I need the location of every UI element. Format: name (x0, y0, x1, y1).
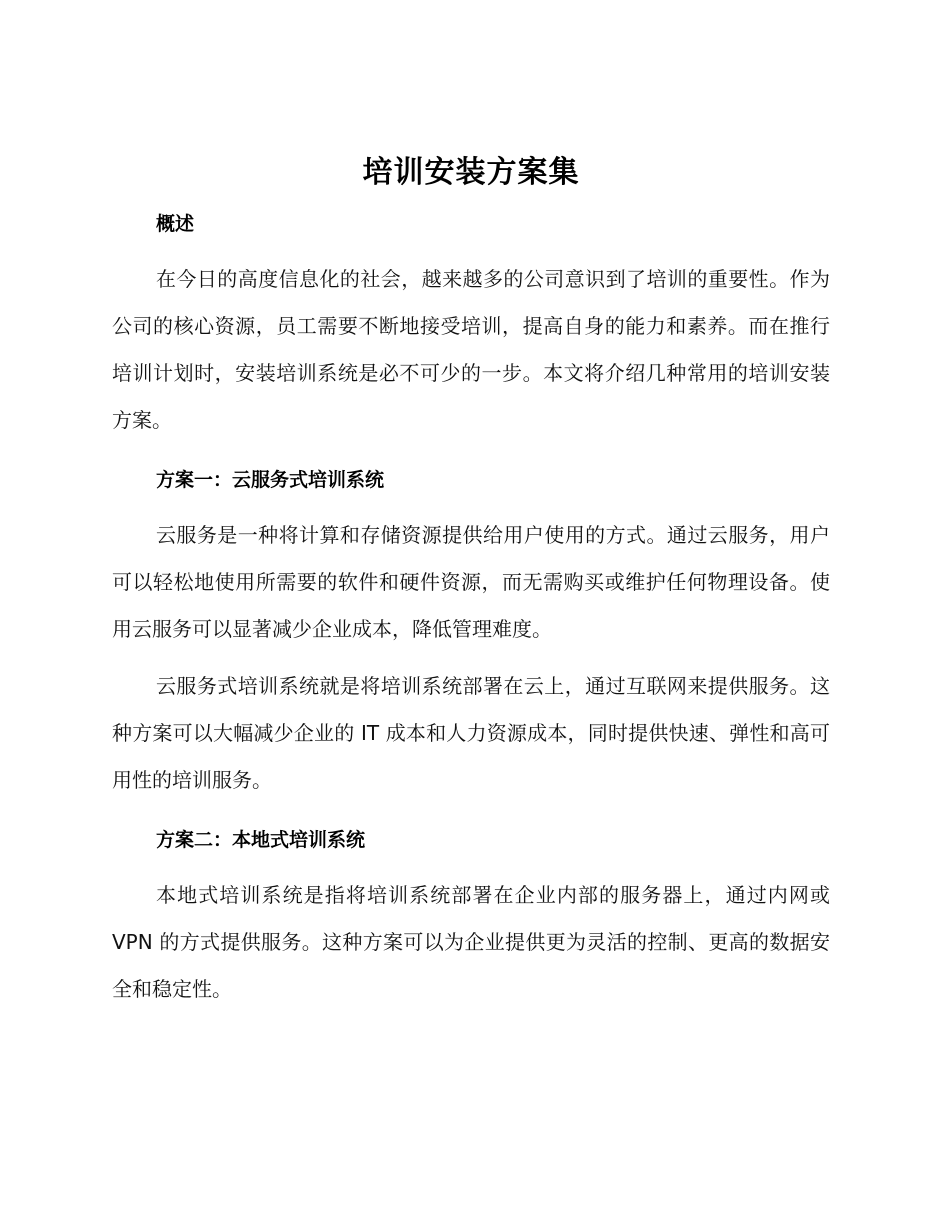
paragraph-cloud-training-system: 云服务式培训系统就是将培训系统部署在云上，通过互联网来提供服务。这种方案可以大幅减少企业的 IT 成本和人力资源成本，同时提供快速、弹性和高可用性的培训服务。 (112, 674, 830, 792)
section-plan-one (112, 466, 830, 804)
paragraph-local-training-system: 本地式培训系统是指将培训系统部署在企业内部的服务器上，通过内网或 VPN 的方式提供服务。这种方案可以为企业提供更为灵活的控制、更高的数据安全和稳定性。 (112, 883, 830, 1001)
paragraph-overview: 在今日的高度信息化的社会，越来越多的公司意识到了培训的重要性。作为公司的核心资源，员工需要不断地接受培训，提高自身的能力和素养。而在推行培训计划时，安装培训系统是必不可少的一步。本文将介绍几种常用的培训安装方案。 (112, 267, 830, 432)
paragraph-cloud-service: 云服务是一种将计算和存储资源提供给用户使用的方式。通过云服务，用户可以轻松地使用所需要的软件和硬件资源，而无需购买或维护任何物理设备。使用云服务可以显著减少企业成本，降低管理难度。 (112, 523, 830, 641)
section-heading-overview: 概述 (156, 213, 195, 235)
section-heading-plan-two: 方案二：本地式培训系统 (156, 829, 366, 851)
section-overview (112, 210, 830, 444)
section-plan-two (112, 826, 830, 1013)
document-title: 培训安装方案集 (362, 155, 580, 190)
section-heading-plan-one: 方案一：云服务式培训系统 (156, 469, 385, 491)
